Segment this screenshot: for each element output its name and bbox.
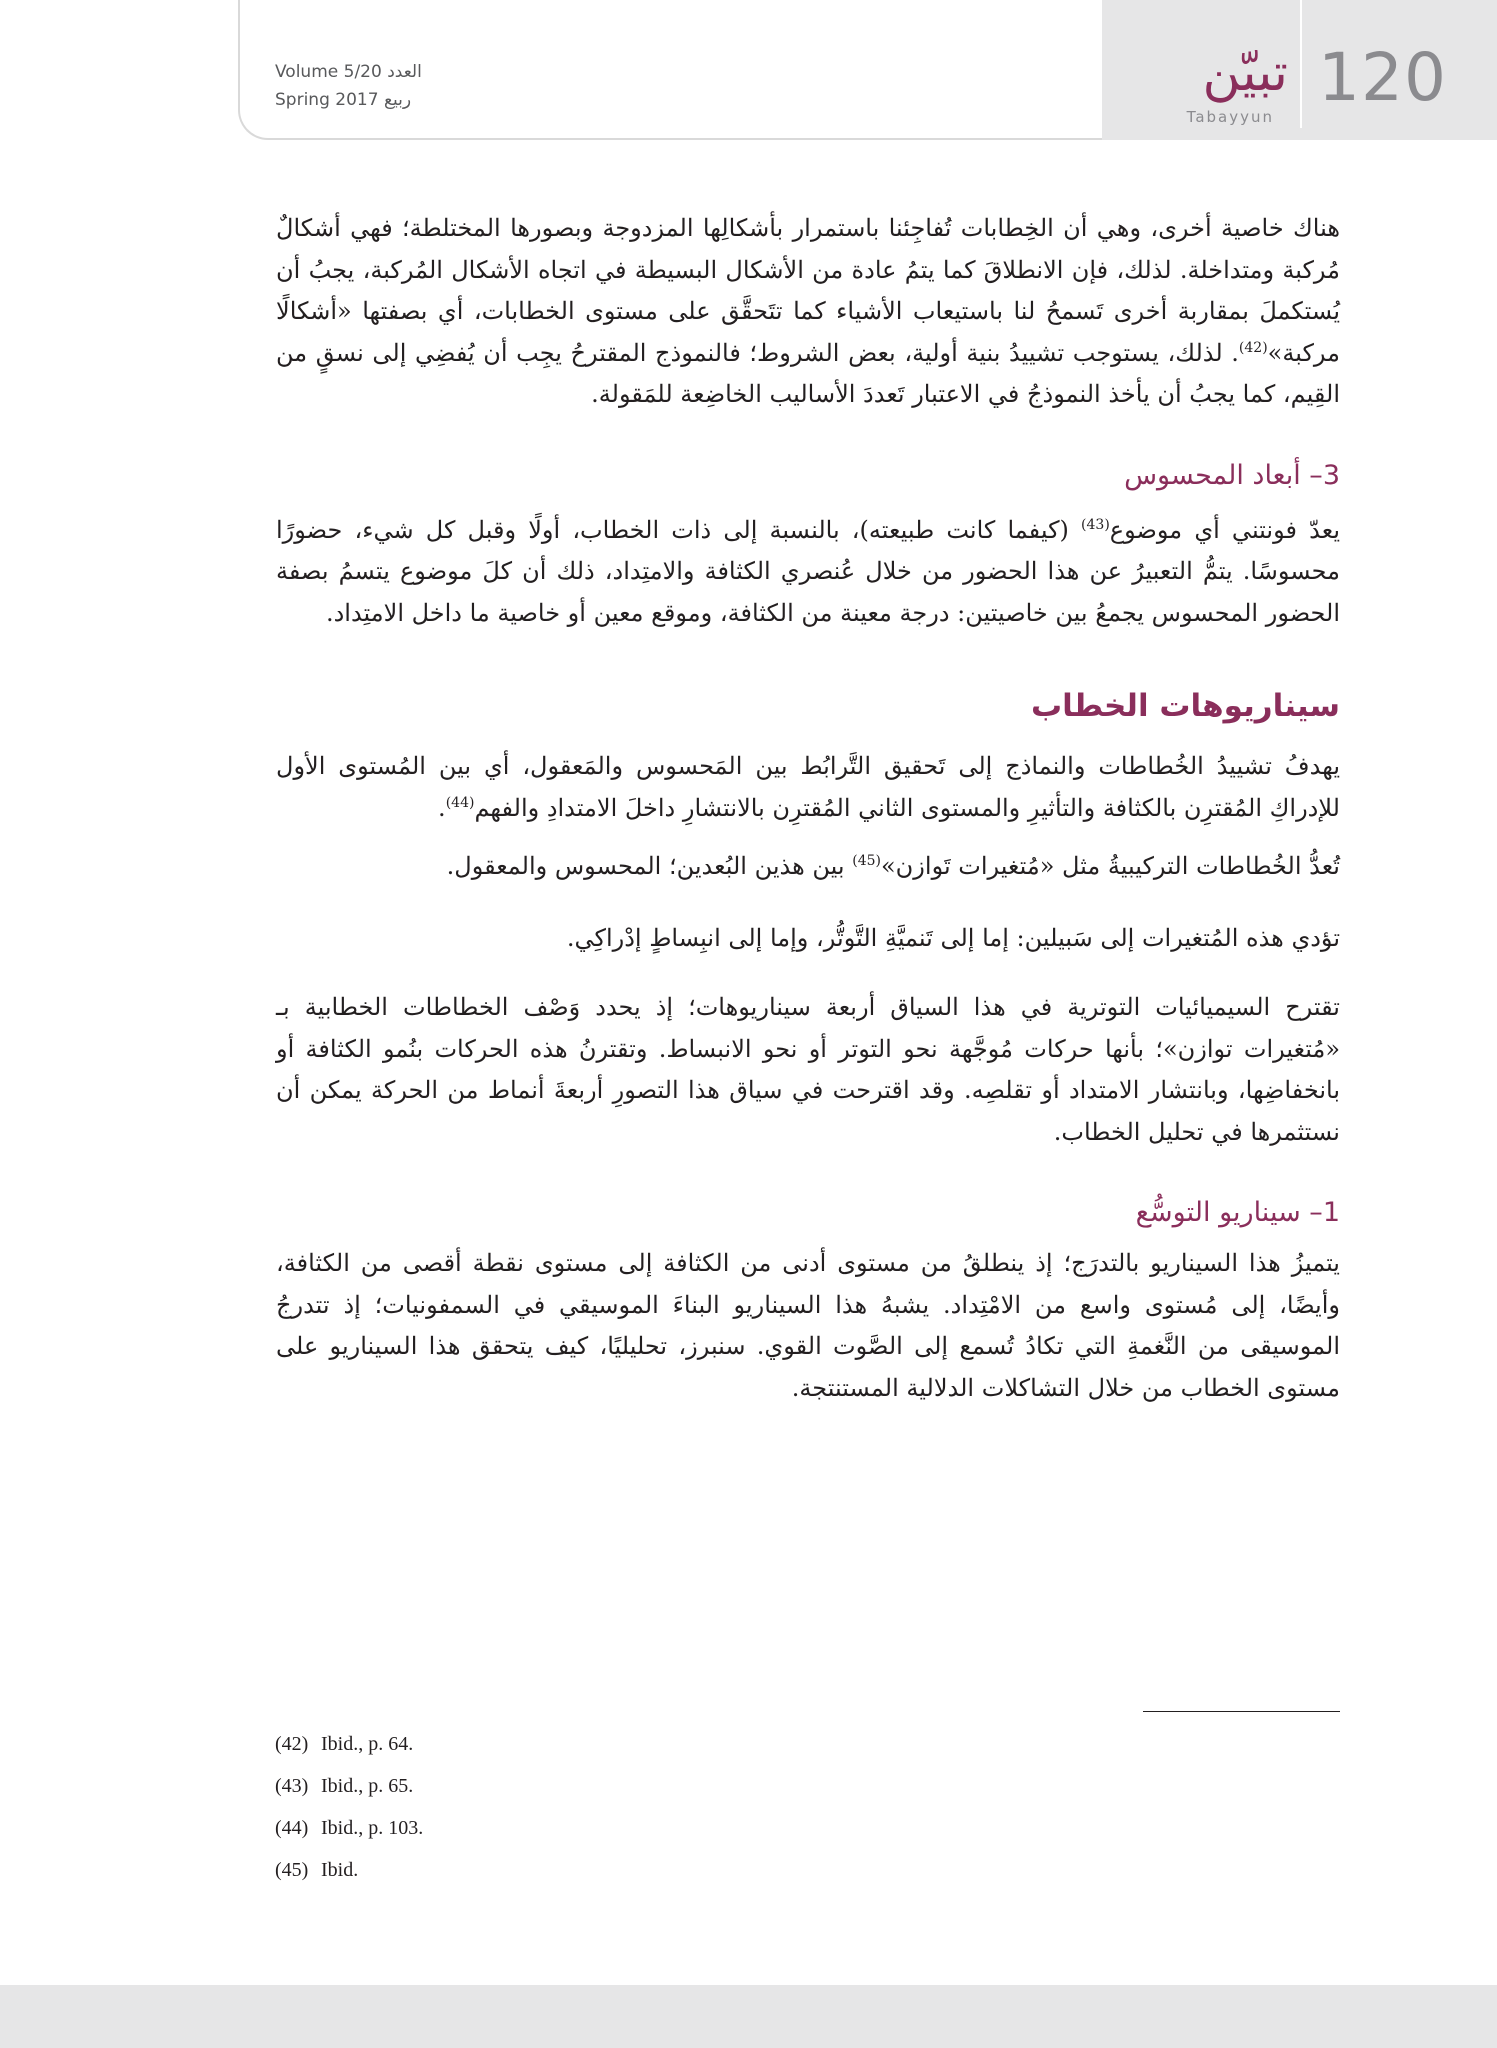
footnote-ref-44: (44) <box>445 794 475 811</box>
footnote-42: (42) Ibid., p. 64. <box>275 1733 414 1755</box>
footnote-separator <box>1143 1711 1340 1712</box>
heading-dimensions-of-sensible: 3– أبعاد المحسوس <box>1124 459 1340 491</box>
footnote-ref-42: (42) <box>1238 339 1268 356</box>
article-body <box>276 208 1340 1409</box>
footnotes <box>275 1723 875 1891</box>
section-title-discourse-scenarios: سيناريوهات الخطاب <box>1030 688 1340 724</box>
footnote-ref-43: (43) <box>1081 516 1110 533</box>
footnote-43: (43) Ibid., p. 65. <box>275 1775 414 1797</box>
paragraph-two-paths: تؤدي هذه المُتغيرات إلى سَبيلين: إما إلى تَنميَّةِ التَّوتُّر، وإما إلى انبِساطٍ إدْراكِي. <box>566 923 1340 952</box>
paragraph-four-scenarios: تقترح السيميائيات التوترية في هذا السياق أربعة سيناريوهات؛ إذ يحدد وَصْف الخطاطات الخطابية بـ «مُتغيرات توازن»؛ بأنها حركات مُوجَّهة نحو التوتر أو نحو الانبساط. وتقترنُ هذه الحركات بنُمو الكثافة أو بانخفاضِها، وبانتشار الامتداد أو تقلصِه. وقد اقترحت في سياق هذا التصورِ أربعةَ أنماط من الحركة يمكن أن نستثمرها في تحليل الخطاب. <box>276 993 1340 1146</box>
journal-logo <box>1128 42 1288 132</box>
paragraph-sensible-presence: يعدّ فونتني أي موضوع$^{(43)}$ (كيفما كانت طبيعته)، بالنسبة إلى ذات الخطاب، أولًا وقبل كل شيء، حضورًا محسوسًا. يتمُّ التعبيرُ عن هذا الحضور من خلال عُنصري الكثافة والامتِداد، ذلك أن كلَ موضوع يتسمُ بصفة الحضور المحسوس يجمعُ بين خاصيتين: درجة معينة من الكثافة، وموقع معين أو خاصية ما داخل الامتِداد. <box>276 515 1340 627</box>
logo-arabic: تبيّن <box>1202 43 1288 103</box>
season-line: Spring 2017 ربيع <box>275 90 412 110</box>
paragraph-expansion: يتميزُ هذا السيناريو بالتدرَج؛ إذ ينطلقُ من مستوى أدنى من الكثافة إلى مستوى نقطة أقصى من الكثافة، وأيضًا، إلى مُستوى واسع من الامْتِداد. يشبهُ هذا السيناريو البناءَ الموسيقي في السمفونيات؛ إذ تتدرجُ الموسيقى من النَّغمةِ التي تكادُ تُسمع إلى الصَّوت القوي. سنبرز، تحليليًا، كيف يتحقق هذا السيناريو على مستوى الخطاب من خلال التشاكلات الدلالية المستنتجة. <box>276 1249 1340 1402</box>
page-bottom-bar <box>0 1985 1497 2048</box>
logo-latin: Tabayyun <box>1186 108 1274 126</box>
header-divider <box>1300 0 1302 128</box>
issue-meta <box>275 58 515 114</box>
footnote-45: (45) Ibid. <box>275 1859 359 1881</box>
paragraph-complex-forms: هناك خاصية أخرى، وهي أن الخِطابات تُفاجِئنا باستمرار بأشكالِها المزدوجة وبصورها المختلطة؛ فهي أشكالٌ مُركبة ومتداخلة. لذلك، فإن الانطلاقَ كما يتمُ عادة من الأشكال البسيطة في اتجاه الأشكال المُركبة، يجبُ أن يُستكملَ بمقاربة أخرى تَسمحُ لنا باستيعاب الأشياء كما تتَحقَّق على مستوى الخطابات، أي بصفتها «أشكالًا مركبة»$^{(42)}$. لذلك، يستوجب تشييدُ بنية أولية، بعض الشروط؛ فالنموذج المقترحُ يجِب أن يُفضِي إلى نسقٍ من القِيم، كما يجبُ أن يأخذ النموذجُ في الاعتبار تَعددَ الأساليب الخاضِعة للمَقولة. <box>276 214 1340 408</box>
heading-expansion-scenario: 1– سيناريو التوسُّع <box>1135 1197 1340 1228</box>
page-number: 120 <box>1318 39 1447 116</box>
paragraph-schemas: يهدفُ تشييدُ الخُطاطات والنماذج إلى تَحقيق التَّرابُط بين المَحسوس والمَعقول، أي بين المُستوى الأول للإدراكِ المُقترِن بالكثافة والتأثيرِ والمستوى الثاني المُقترِن بالانتشارِ داخلَ الامتدادِ والفهم$^{(44)}$. <box>276 752 1341 822</box>
paragraph-balance-variables: تُعدُّ الخُطاطات التركيبيةُ مثل «مُتغيرات تَوازن»$^{(45)}$ بين هذين البُعدين؛ المحسوس والمعقول. <box>446 852 1340 880</box>
footnote-44: (44) Ibid., p. 103. <box>275 1817 424 1839</box>
volume-line: Volume 5/20 العدد <box>275 62 422 82</box>
footnote-ref-45: (45) <box>852 853 881 869</box>
